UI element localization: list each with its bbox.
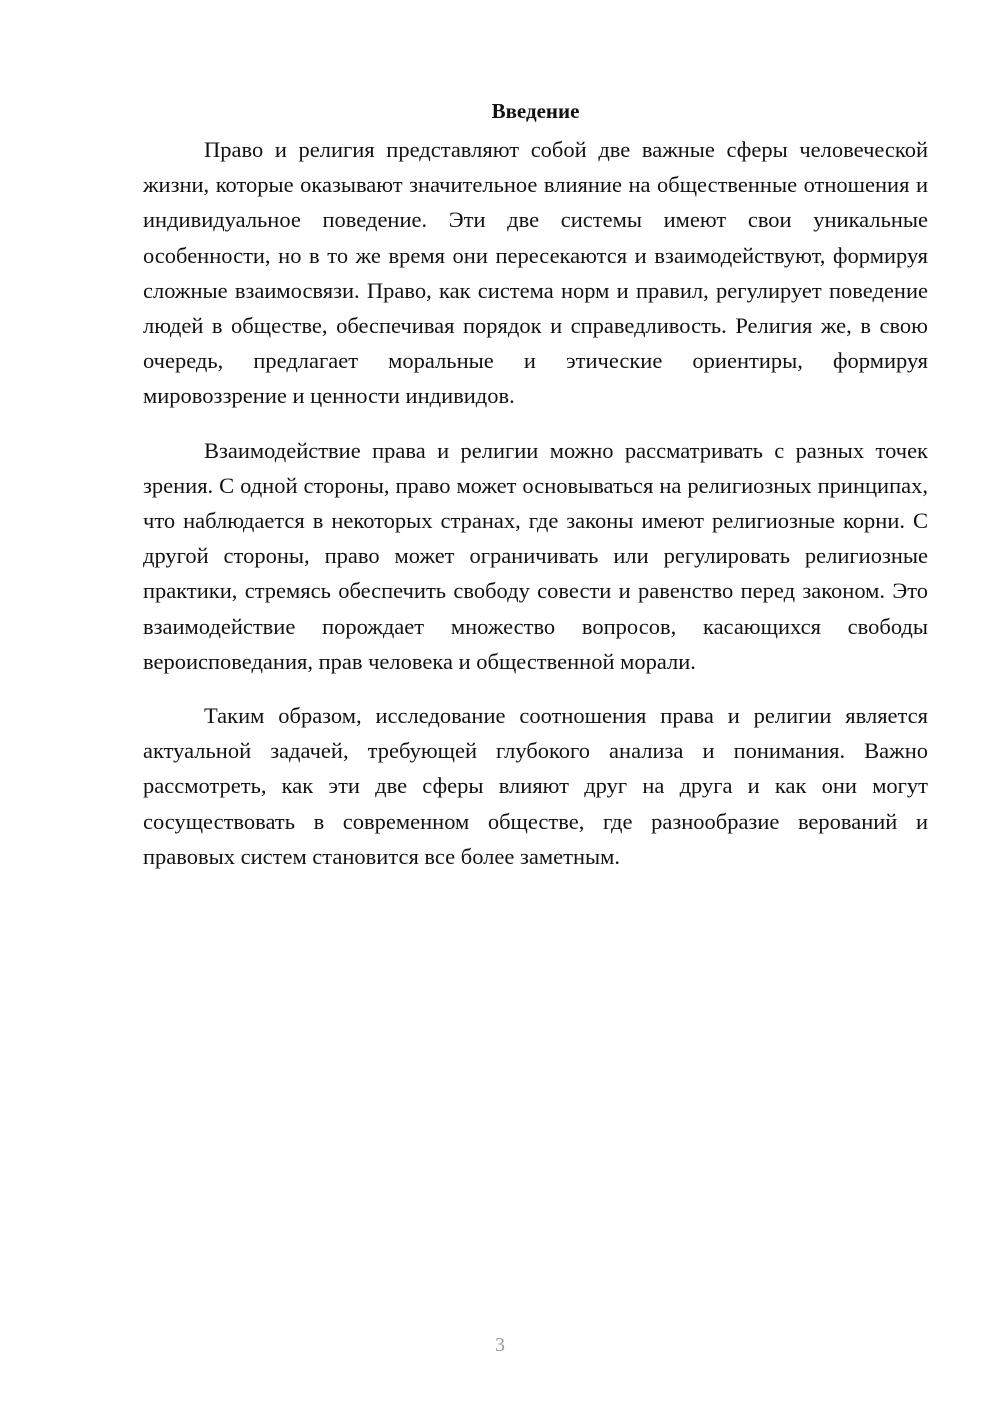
paragraph-3: Таким образом, исследование соотношения права и религии является актуальной задачей, требующей глубокого анализа и понимания. Важно рассмотреть, как эти две сферы влияют друг на друга и как они могут сосуществовать в современном обществе, где разнообразие верований и правовых систем становится все более заметным. <box>143 703 928 869</box>
section-title: Введение <box>491 99 580 123</box>
page-number: 3 <box>495 1334 505 1356</box>
paragraph-2: Взаимодействие права и религии можно рассматривать с разных точек зрения. С одной стороны, право может основываться на религиозных принципах, что наблюдается в некоторых странах, где законы имеют религиозные корни. С другой стороны, право может ограничивать или регулировать религиозные практики, стремясь обеспечить свободу совести и равенство перед законом. Это взаимодействие порождает множество вопросов, касающихся свободы вероисповедания, прав человека и общественной морали. <box>143 437 928 674</box>
paragraph-1: Право и религия представляют собой две важные сферы человеческой жизни, которые оказывают значительное влияние на общественные отношения и индивидуальное поведение. Эти две системы имеют свои уникальные особенности, но в то же время они пересекаются и взаимодействуют, формируя сложные взаимосвязи. Право, как система норм и правил, регулирует поведение людей в обществе, обеспечивая порядок и справедливость. Религия же, в свою очередь, предлагает моральные и этические ориентиры, формируя мировоззрение и ценности индивидов. <box>143 137 928 409</box>
page-content <box>143 96 928 893</box>
